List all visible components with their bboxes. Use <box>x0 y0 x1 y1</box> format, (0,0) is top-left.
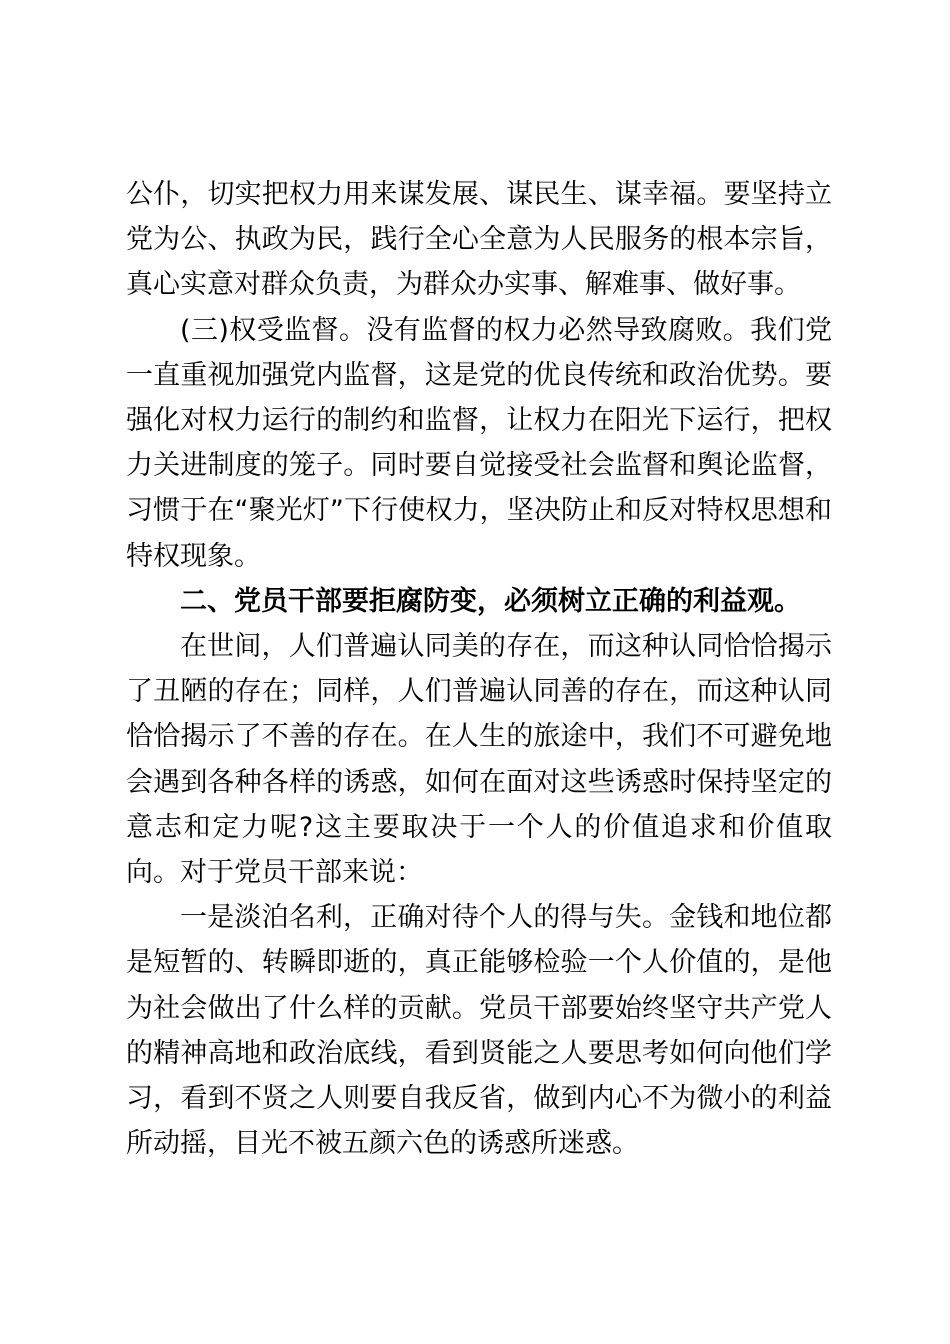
document-page <box>126 172 832 1166</box>
paragraph-temptation: 在世间，人们普遍认同美的存在，而这种认同恰恰揭示了丑陋的存在；同样，人们普遍认同善的存在，而这种认同恰恰揭示了不善的存在。在人生的旅途中，我们不可避免地会遇到各种各样的诱惑，如何在面对这些诱惑时保持坚定的意志和定力呢?这主要取决于一个人的价值追求和价值取向。对于党员干部来说： <box>126 631 832 889</box>
paragraph-power-supervision: (三)权受监督。没有监督的权力必然导致腐败。我们党一直重视加强党内监督，这是党的优良传统和政治优势。要强化对权力运行的制约和监督，让权力在阳光下运行，把权力关进制度的笼子。同时要自觉接受社会监督和舆论监督，习惯于在“聚光灯”下行使权力，坚决防止和反对特权思想和特权现象。 <box>126 314 832 572</box>
paragraph-fame-and-gain: 一是淡泊名利，正确对待个人的得与失。金钱和地位都是短暂的、转瞬即逝的，真正能够检验一个人价值的，是他为社会做出了什么样的贡献。党员干部要始终坚守共产党人的精神高地和政治底线，看到贤能之人要思考如何向他们学习，看到不贤之人则要自我反省，做到内心不为微小的利益所动摇，目光不被五颜六色的诱惑所迷惑。 <box>126 902 832 1160</box>
section-heading-interest-view: 二、党员干部要拒腐防变，必须树立正确的利益观。 <box>180 585 801 617</box>
paragraph-continuation: 公仆，切实把权力用来谋发展、谋民生、谋幸福。要坚持立党为公、执政为民，践行全心全意为人民服务的根本宗旨，真心实意对群众负责，为群众办实事、解难事、做好事。 <box>126 179 832 301</box>
